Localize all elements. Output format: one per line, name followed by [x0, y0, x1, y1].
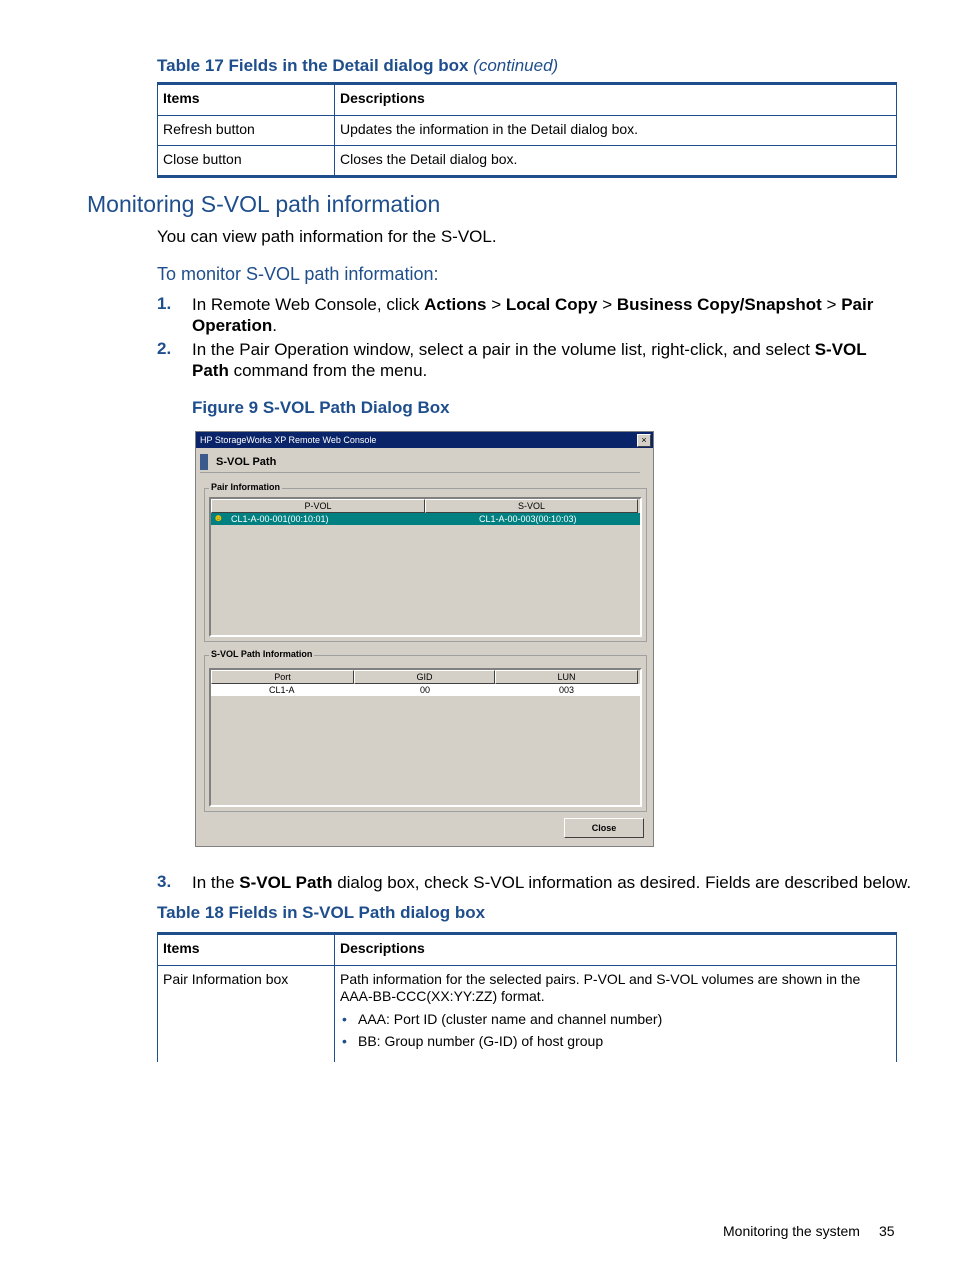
pair-col-svol[interactable]: S-VOL: [425, 499, 638, 513]
table17-caption: [157, 56, 558, 76]
dialog-title-bar: [196, 432, 653, 448]
cell-description: Closes the Detail dialog box.: [335, 146, 897, 177]
path-list[interactable]: [209, 668, 642, 807]
description-text: Path information for the selected pairs. P-VOL and S-VOL volumes are shown in the AAA-BB-CCC(XX:YY:ZZ) format.: [340, 971, 861, 1004]
menu-operation: Operation: [192, 316, 273, 335]
list-item: • BB: Group number (G-ID) of host group: [358, 1033, 891, 1049]
header-bar-icon: [200, 454, 208, 470]
close-button[interactable]: Close: [564, 818, 644, 838]
path-cell-lun: 003: [559, 685, 575, 695]
table17-caption-text: Table 17 Fields in the Detail dialog box: [157, 56, 469, 75]
cell-item: Refresh button: [158, 116, 335, 146]
cell-description: [335, 966, 897, 1063]
step-1-number: 1.: [157, 294, 172, 313]
path-col-gid[interactable]: GID: [354, 670, 495, 684]
section-intro: You can view path information for the S-VOL.: [157, 227, 497, 246]
pair-col-pvol[interactable]: P-VOL: [211, 499, 425, 513]
procedure-title: To monitor S-VOL path information:: [157, 264, 439, 284]
page-number: 35: [879, 1223, 895, 1239]
path-cell-port: CL1-A: [269, 685, 295, 695]
table18: [157, 932, 897, 1062]
svol-path-dialog: [195, 431, 654, 847]
svol-path-information-label: S-VOL Path Information: [211, 649, 313, 659]
table17-caption-continued: (continued): [473, 56, 559, 75]
header-items: Items: [158, 934, 335, 966]
menu-business-copy: Business Copy/Snapshot: [616, 295, 822, 314]
command-svol: S-VOL: [814, 340, 867, 359]
menu-local-copy: Local Copy: [505, 295, 598, 314]
pair-list[interactable]: [209, 497, 642, 637]
svol-path-information-group: [204, 649, 647, 812]
cell-item: Close button: [158, 146, 335, 177]
header-descriptions: Descriptions: [335, 84, 897, 116]
menu-pair: Pair: [841, 295, 874, 314]
header-items: Items: [158, 84, 335, 116]
cell-item: Pair Information box: [158, 966, 335, 1063]
header-descriptions: Descriptions: [335, 934, 897, 966]
step-3-text: In the S-VOL Path dialog box, check S-VOL information as desired. Fields are described below.: [192, 873, 912, 892]
table-row: [158, 966, 897, 1063]
step-2-text: In the Pair Operation window, select a pair in the volume list, right-click, and select S-VOL Path command from the menu.: [192, 340, 867, 380]
step-1-text: In Remote Web Console, click Actions > Local Copy > Business Copy/Snapshot > Pair Operation.: [192, 295, 874, 335]
menu-actions: Actions: [424, 295, 487, 314]
pair-information-label: Pair Information: [211, 482, 281, 492]
dialog-header: [200, 452, 640, 473]
dialog-window-title: HP StorageWorks XP Remote Web Console: [200, 435, 377, 445]
path-row[interactable]: [211, 684, 640, 696]
path-cell-gid: 00: [420, 685, 431, 695]
list-item: • AAA: Port ID (cluster name and channel number): [358, 1011, 891, 1027]
pair-cell-svol: CL1-A-00-003(00:10:03): [479, 514, 577, 524]
cell-description: Updates the information in the Detail dialog box.: [335, 116, 897, 146]
pair-status-icon: ☻: [213, 513, 224, 524]
step-2-number: 2.: [157, 339, 172, 358]
table-row: [158, 116, 897, 146]
pair-row-selected[interactable]: [211, 513, 640, 525]
figure-caption: Figure 9 S-VOL Path Dialog Box: [192, 398, 450, 417]
table-header-row: [158, 84, 897, 116]
table-header-row: [158, 934, 897, 966]
pair-cell-pvol: CL1-A-00-001(00:10:01): [231, 514, 329, 524]
path-col-lun[interactable]: LUN: [495, 670, 638, 684]
dialog-heading: S-VOL Path: [216, 456, 277, 468]
dialog-name: S-VOL Path: [239, 873, 333, 892]
command-path: Path: [192, 361, 229, 380]
table17: [157, 82, 897, 178]
path-col-port[interactable]: Port: [211, 670, 354, 684]
close-icon[interactable]: ×: [637, 434, 651, 447]
section-heading: Monitoring S-VOL path information: [87, 191, 441, 217]
footer-label: Monitoring the system: [723, 1223, 860, 1239]
table-row: [158, 146, 897, 177]
description-bullets: [340, 1011, 891, 1049]
step-3-number: 3.: [157, 872, 172, 891]
pair-information-group: [204, 482, 647, 642]
table18-caption: Table 18 Fields in S-VOL Path dialog box: [157, 903, 486, 922]
